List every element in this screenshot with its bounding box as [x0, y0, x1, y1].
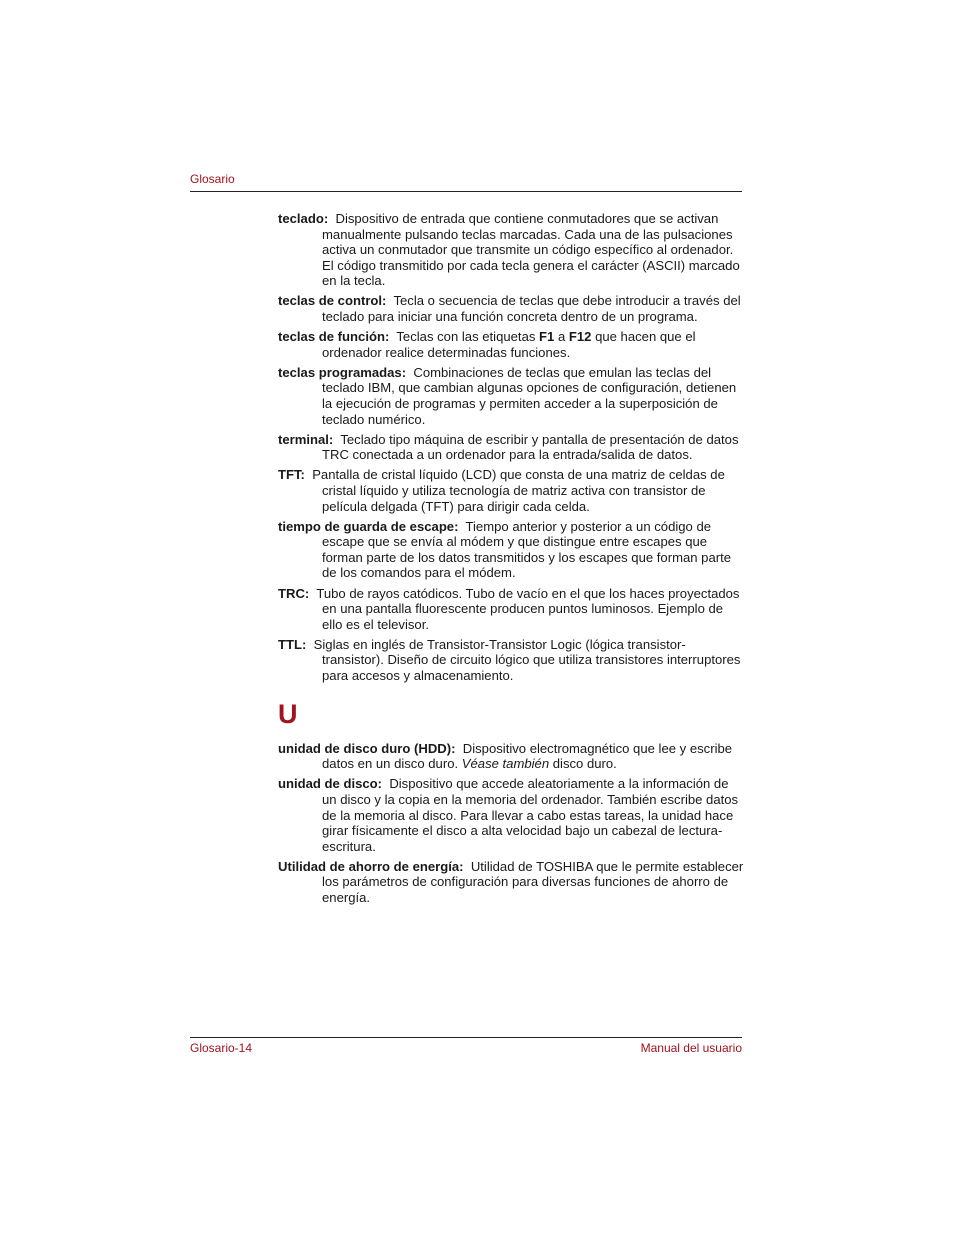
glossary-term: TRC: [278, 585, 310, 601]
definition-text: disco duro. [549, 756, 617, 772]
definition-text: Teclas con las etiquetas [396, 329, 540, 345]
key-name: F1 [539, 329, 555, 345]
section-letter-heading: U [278, 698, 298, 729]
glossary-term: unidad de disco: [278, 776, 383, 792]
glossary-definition: Combinaciones de teclas que emulan las teclas del teclado IBM, que cambian algunas opciones de configuración, detienen la ejecución de programas y permiten acceder a la superposición de teclado numérico. [322, 364, 737, 427]
glossary-definition: Dispositivo que accede aleatoriamente a la información de un disco y la copia en la memoria del ordenador. También escribe datos de la memoria al disco. Para llevar a cabo estas tareas, la unidad hace girar físicamente el disco a alta velocidad bajo un cabezal de lectura-escritura. [322, 776, 739, 854]
key-name: F12 [568, 329, 592, 345]
definition-text: a [554, 329, 569, 345]
glossary-definition: Tiempo anterior y posterior a un código de escape que se envía al módem y que distingue entre escapes que forman parte de los datos transmitidos y los escapes que forman parte de los comandos para el módem. [322, 518, 732, 581]
glossary-term: teclas de control: [278, 293, 387, 309]
definition-text: que hacen que el ordenador realice determinadas funciones. [322, 329, 696, 360]
glossary-definition: Teclado tipo máquina de escribir y pantalla de presentación de datos TRC conectada a un ordenador para la entrada/salida de datos. [322, 431, 739, 463]
glossary-definition: Tubo de rayos catódicos. Tubo de vacío en el que los haces proyectados en una pantalla fluorescente producen puntos luminosos. Ejemplo de ello es el televisor. [316, 585, 740, 632]
cross-reference: Véase también [461, 756, 550, 772]
glossary-term: TFT: [278, 467, 305, 483]
glossary-term: terminal: [278, 431, 334, 447]
glossary-definition: Dispositivo de entrada que contiene conmutadores que se activan manualmente pulsando teclas marcadas. Cada una de las pulsaciones activa un conmutador que transmite un código específico al ordenador. El código transmitido por cada tecla genera el carácter (ASCII) marcado en la tecla. [322, 211, 740, 289]
glossary-entry-unidad-de-disco-duro [278, 741, 744, 772]
running-header: Glosario [190, 172, 235, 186]
glossary-definition: Utilidad de TOSHIBA que le permite establecer los parámetros de configuración para diversas funciones de ahorro de energía. [322, 858, 744, 905]
manual-title: Manual del usuario [640, 1041, 742, 1055]
glossary-content [278, 211, 744, 910]
glossary-entry-utilidad-de-ahorro [278, 859, 744, 906]
glossary-term: teclas de función: [278, 329, 390, 345]
header-rule [190, 191, 742, 192]
glossary-definition: Tecla o secuencia de teclas que debe introducir a través del teclado para iniciar una función concreta dentro de un programa. [322, 293, 741, 325]
glossary-term: Utilidad de ahorro de energía: [278, 858, 464, 874]
glossary-entry-teclado [278, 211, 744, 289]
glossary-term: teclado: [278, 211, 329, 226]
glossary-entry-teclas-de-funcion [278, 329, 744, 360]
glossary-entry-ttl [278, 637, 744, 684]
glossary-entry-tft [278, 467, 744, 514]
glossary-entry-trc [278, 586, 744, 633]
glossary-definition: Pantalla de cristal líquido (LCD) que consta de una matriz de celdas de cristal líquido y utiliza tecnología de matriz activa con transistor de película delgada (TFT) para dirigir cada celda. [312, 467, 725, 514]
glossary-entry-terminal [278, 432, 744, 463]
glossary-term: teclas programadas: [278, 364, 407, 380]
glossary-entry-tiempo-de-guarda [278, 519, 744, 581]
definition-text: Dispositivo electromagnético que lee y escribe datos en un disco duro. [322, 740, 733, 772]
footer-rule [190, 1037, 742, 1038]
glossary-term: tiempo de guarda de escape: [278, 518, 459, 534]
glossary-entry-teclas-de-control [278, 293, 744, 324]
glossary-term: TTL: [278, 636, 307, 652]
glossary-term: unidad de disco duro (HDD): [278, 740, 456, 756]
page-number: Glosario-14 [190, 1041, 253, 1055]
glossary-definition: Siglas en inglés de Transistor-Transistor Logic (lógica transistor-transistor). Diseño de circuito lógico que utiliza transistores interruptores para accesos y almacenamiento. [313, 636, 741, 684]
glossary-entry-teclas-programadas [278, 365, 744, 427]
glossary-entry-unidad-de-disco [278, 776, 744, 854]
